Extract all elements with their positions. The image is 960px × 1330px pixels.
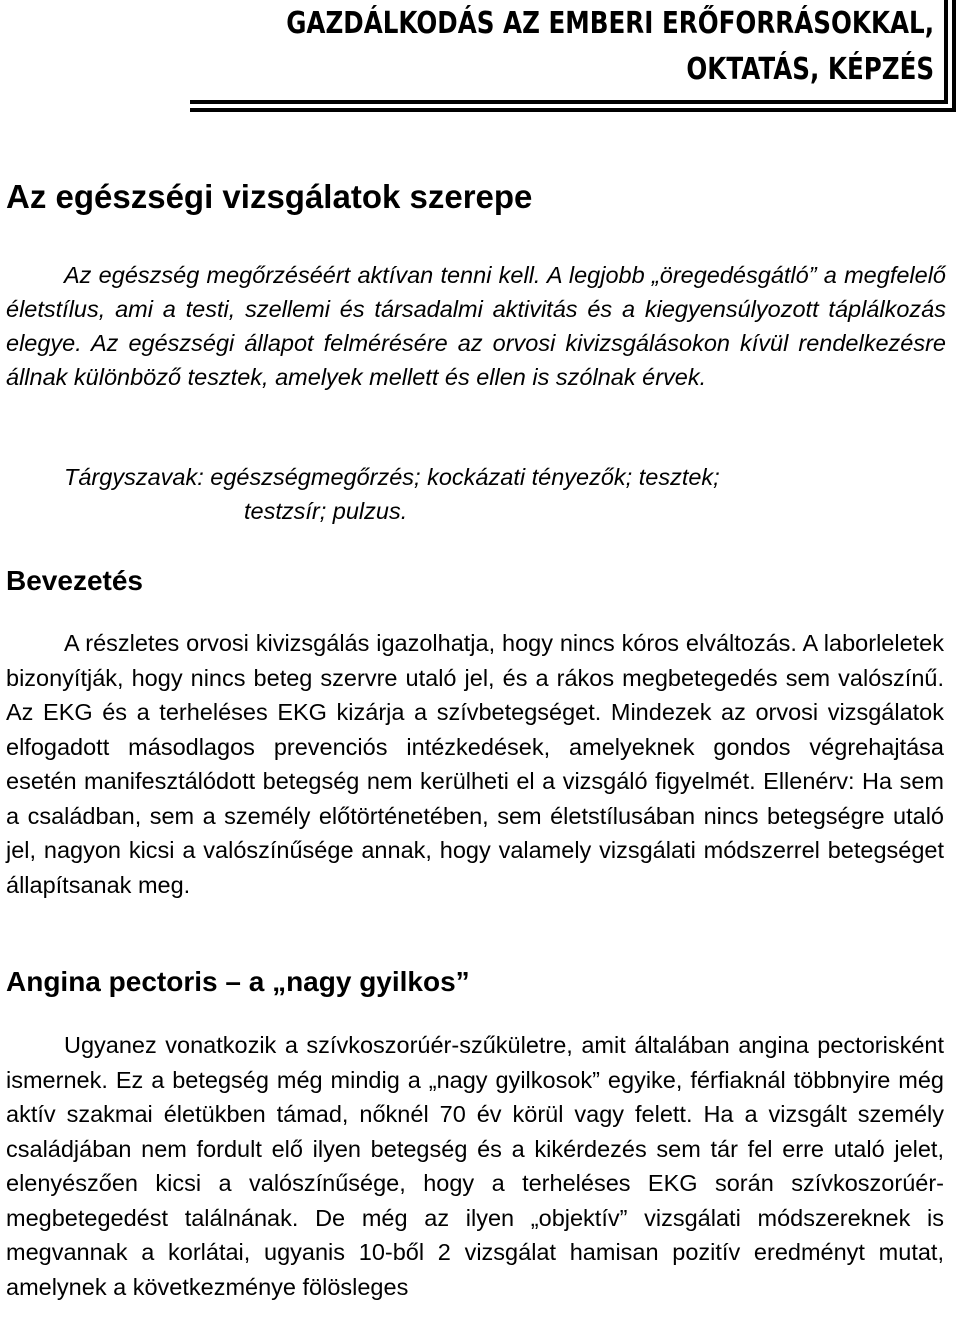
header-rule-horizontal — [190, 108, 956, 112]
abstract-text: Az egészség megőrzéséért aktívan tenni kell. A legjobb „öregedésgátló” a megfelelő életstílus, ami a testi, szellemi és társadalmi aktivitás és a kiegyensúlyozott táplálkozás elegye. Az egészségi állapot felmérésére az orvosi kivizsgálásokon kívül rendelkezésre állnak különböző tesztek, amelyek mellett és ellen is szólnak érvek. — [6, 262, 946, 390]
running-header — [190, 0, 948, 104]
keywords-line-1: egészségmegőrzés; kockázati tényezők; tesztek; — [210, 464, 720, 490]
header-rule-vertical — [952, 0, 956, 108]
keywords-line-2: testzsír; pulzus. — [244, 498, 408, 524]
section-heading-angina: Angina pectoris – a „nagy gyilkos” — [6, 966, 470, 997]
keywords-label: Tárgyszavak: — [64, 464, 204, 490]
keywords — [64, 460, 944, 528]
paragraph: A részletes orvosi kivizsgálás igazolhatja, hogy nincs kóros elváltozás. A laborleletek bizonyítják, hogy nincs beteg szervre utaló jel, és a rákos megbetegedés sem valószínű. Az EKG és a terheléses EKG kizárja a szívbetegséget. Mindezek az orvosi vizsgálatok elfogadott másodlagos prevenciós intézkedések, amelyeknek gondos végrehajtása esetén manifesztálódott betegség nem kerülheti el a vizsgáló figyelmét. Ellenérv: Ha sem a családban, sem a személy előtörténetében, sem életstílusában nincs betegségre utaló jel, nagyon kicsi a valószínűsége annak, hogy valamely vizsgálati módszerrel betegséget állapítsanak meg. — [6, 630, 944, 898]
section-body-angina — [6, 1028, 944, 1304]
paragraph: Ugyanez vonatkozik a szívkoszorúér-szűkületre, amit általában angina pectorisként ismernek. Ez a betegség még mindig a „nagy gyilkosok” egyike, férfiaknál többnyire még aktív szakmai életükben támad, nőknél 70 év körül vagy felett. Ha a vizsgált személy családjában nem fordult elő ilyen betegség és a kikérdezés sem tár fel erre utaló jelet, elenyészően kicsi a valószínűsége, hogy a terheléses EKG során szívkoszorúér-megbetegedést találnának. De még az ilyen „objektív” vizsgálati módszereknek is megvannak a korlátai, ugyanis 10-ből 2 vizsgálat hamisan pozitív eredményt mutat, amelynek a következménye fölösleges — [6, 1032, 944, 1300]
section-body-introduction — [6, 626, 944, 902]
section-heading-introduction: Bevezetés — [6, 565, 143, 596]
header-line-1: GAZDÁLKODÁS AZ EMBERI ERŐFORRÁSOKKAL, — [286, 6, 934, 41]
header-line-2: OKTATÁS, KÉPZÉS — [686, 52, 934, 87]
article-title: Az egészségi vizsgálatok szerepe — [6, 178, 533, 215]
abstract — [6, 258, 946, 394]
